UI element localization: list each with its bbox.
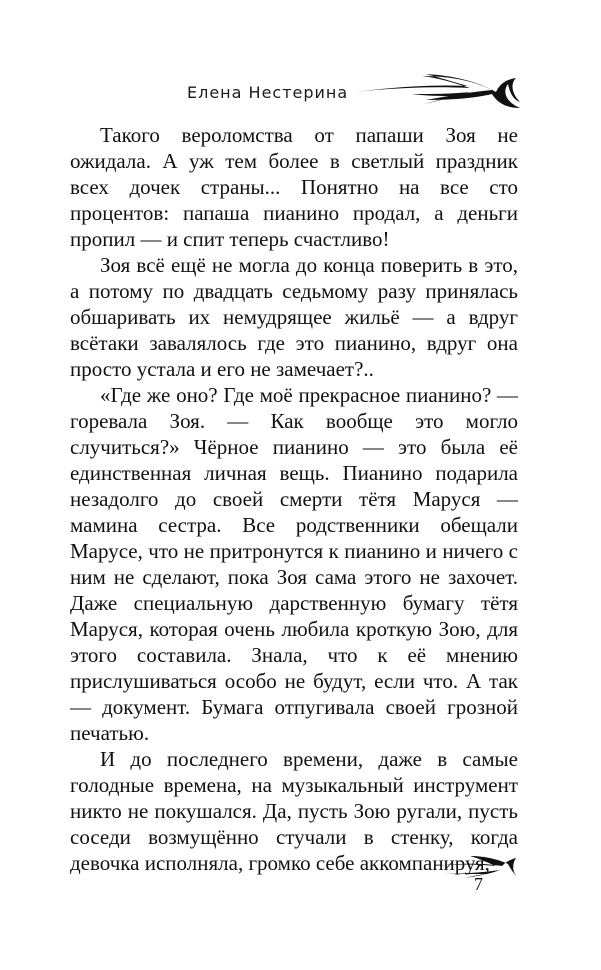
- author-name: Елена Нестерина: [187, 83, 349, 102]
- running-header: [0, 74, 601, 114]
- main-text: [70, 122, 518, 876]
- paragraph: Такого вероломства от папаши Зоя не ожидала. А уж тем более в светлый праздник всех дочек страны... Понятно на все сто процентов: папаша пианино продал, а деньги пропил — и спит теперь счастливо!: [70, 123, 518, 251]
- paragraph: «Где же оно? Где моё прекрасное пианино? — горевала Зоя. — Как вообще это могло случиться?» Чёрное пианино — это была её единственная личная вещь. Пианино подарила незадолго до своей смерти тётя Маруся — мамина сестра. Все родственники обещали Марусе, что не притронутся к пианино и ничего с ним не сделают, пока Зоя сама этого не захочет. Даже специальную дарственную бумагу тётя Маруся, которая очень любила кроткую Зою, для этого составила. Знала, что к её мнению прислушиваться особо не будут, если что. А так — документ. Бумага отпугивала своей грозной печатью.: [70, 383, 518, 745]
- paragraph: Зоя всё ещё не могла до конца поверить в это, а потому по двадцать седьмому разу принялась обшаривать их немудрящее жильё — а вдруг всётаки завалялось где это пианино, вдруг она просто устала и его не замечает?..: [70, 253, 518, 381]
- page-footer: [0, 852, 601, 902]
- swoosh-ornament-icon: [352, 74, 522, 110]
- page-number: 7: [474, 874, 483, 894]
- paragraph: И до последнего времени, даже в самые голодные времена, на музыкальный инструмент никто не покушался. Да, пусть Зою ругали, пусть соседи возмущённо стучали в стенку, когда девочка исполняла, громко себе аккомпанируя,: [70, 747, 518, 875]
